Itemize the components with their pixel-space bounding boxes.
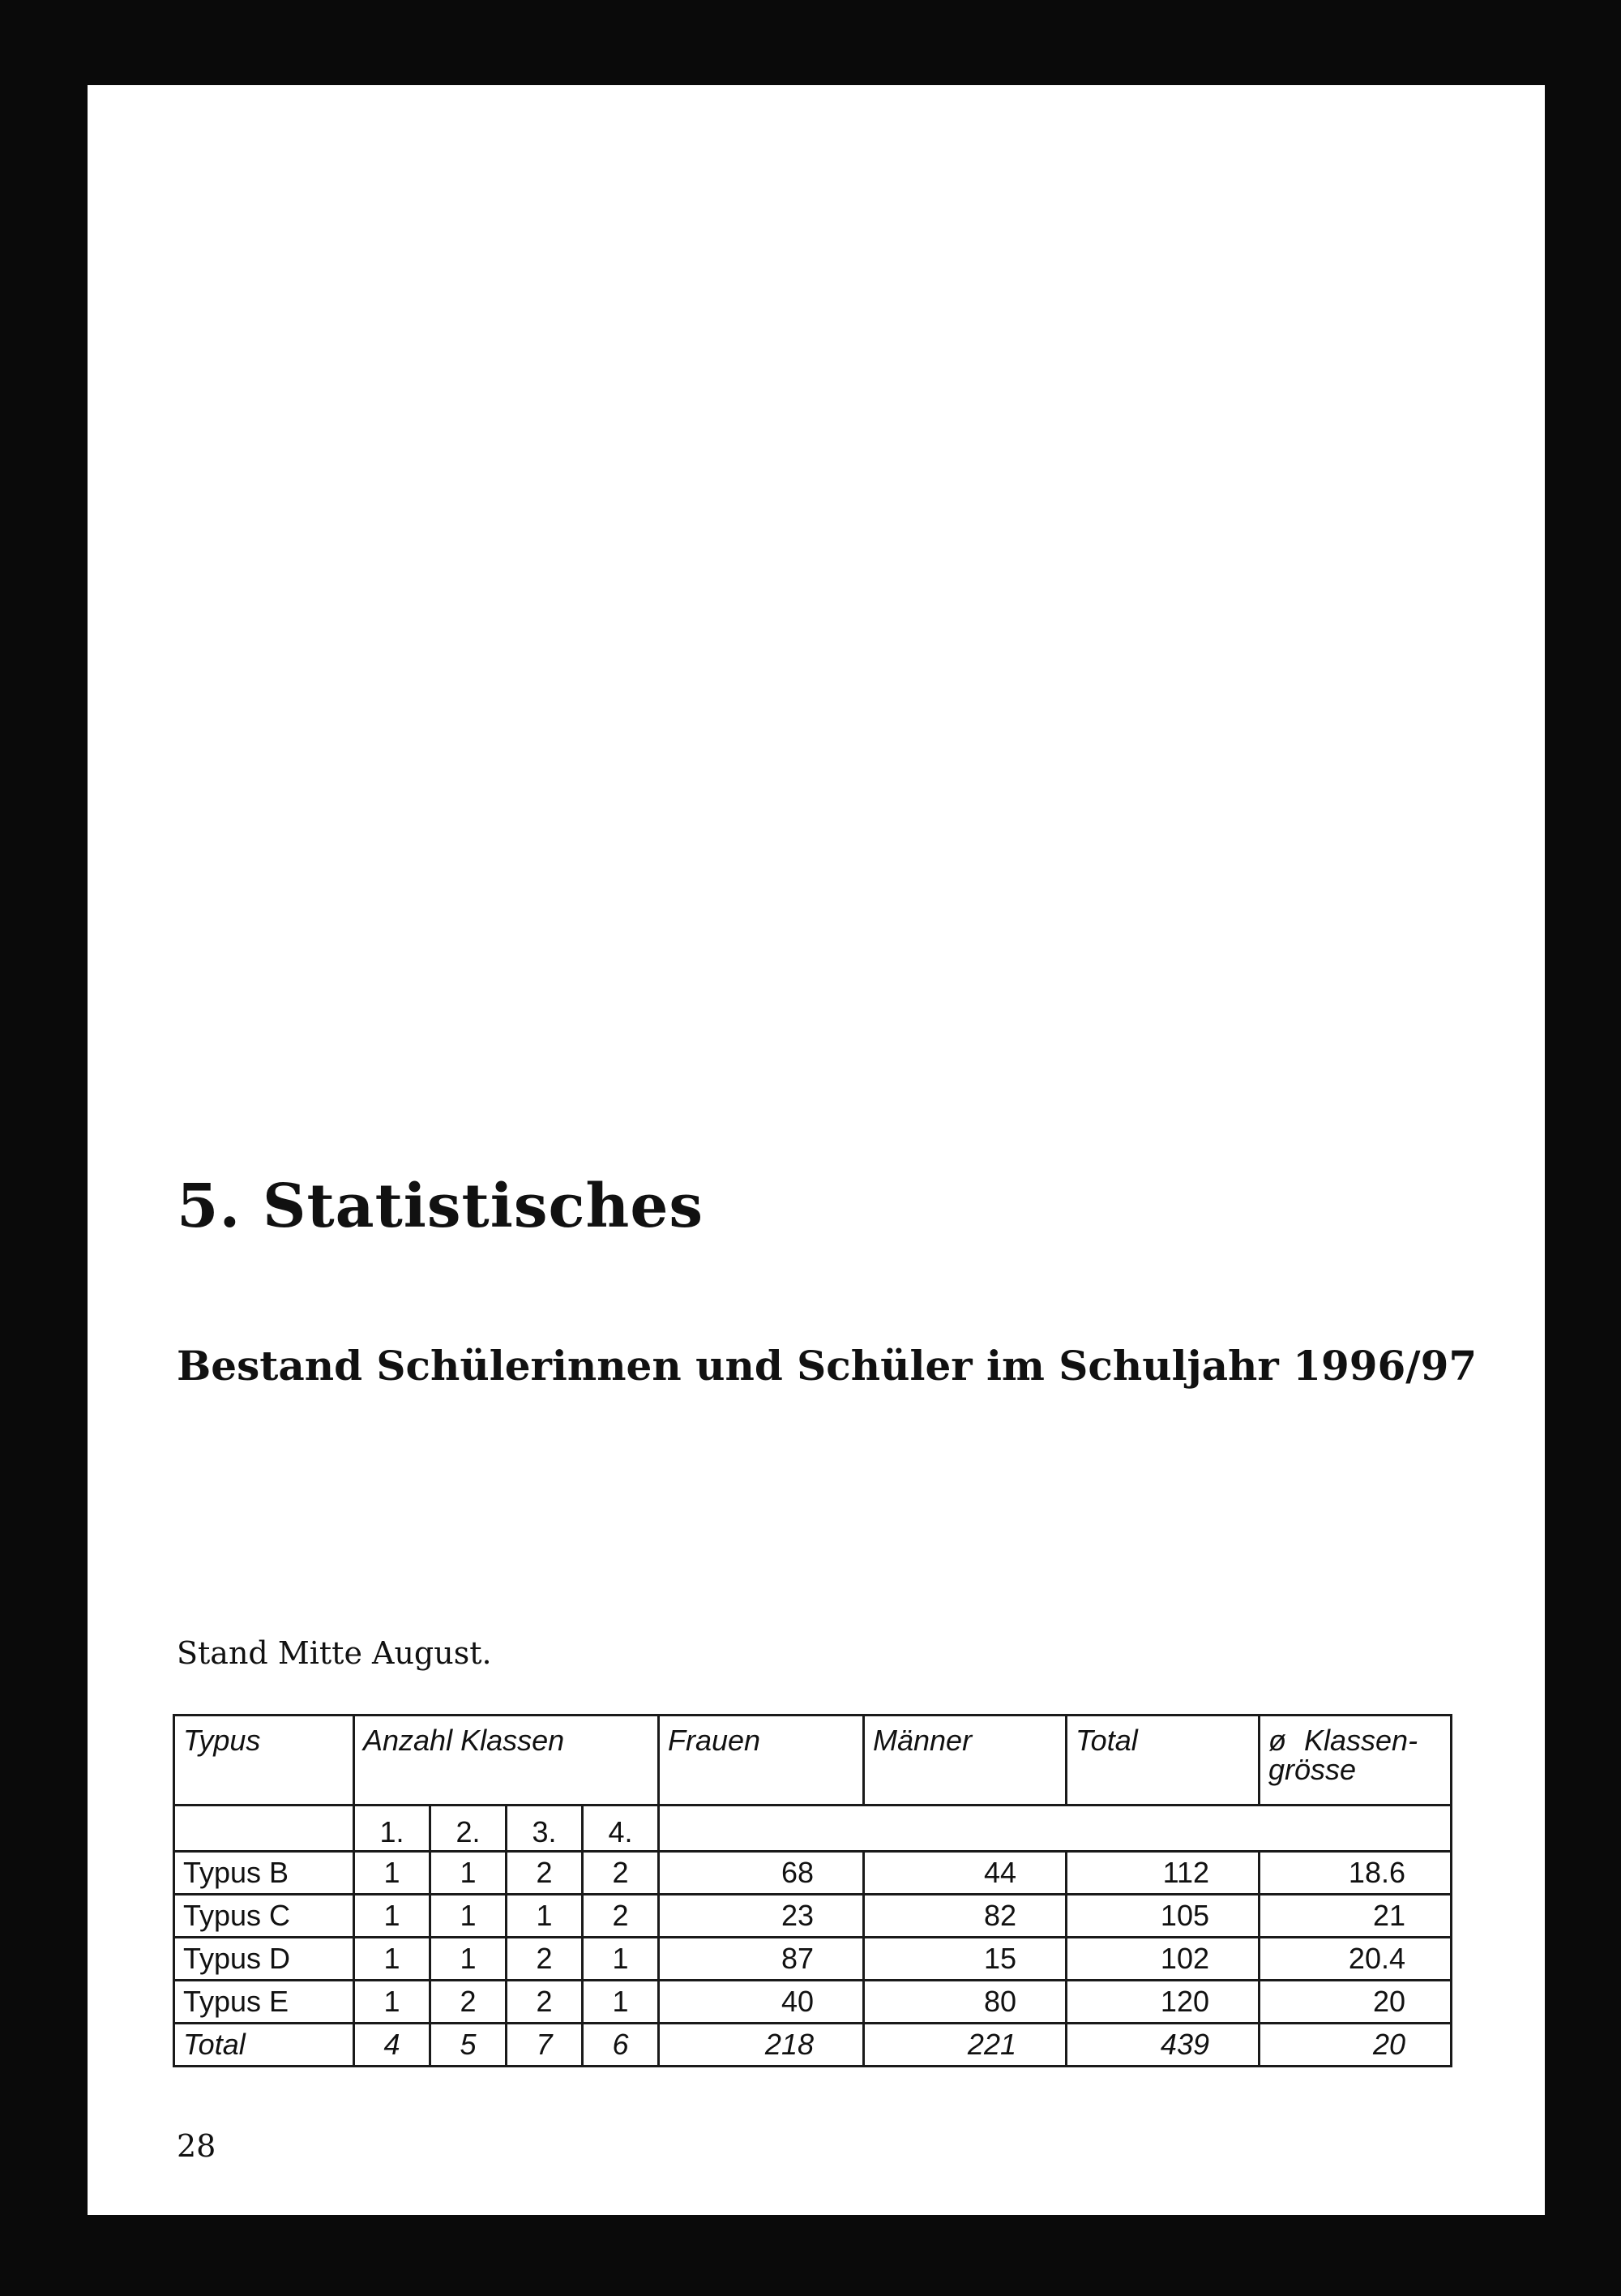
total-value: 102: [1067, 1938, 1260, 1981]
maenner-value: 221: [864, 2024, 1067, 2067]
class-count: 1: [507, 1895, 583, 1938]
row-label: Typus B: [174, 1852, 354, 1895]
frauen-value: 40: [659, 1981, 864, 2024]
level-1: 1.: [354, 1806, 430, 1852]
klassengroesse-value: 18.6: [1260, 1852, 1452, 1895]
header-klassengroesse: ø Klassen-grösse: [1260, 1716, 1452, 1806]
klassengroesse-value: 21: [1260, 1895, 1452, 1938]
table-row: [174, 1981, 1452, 2024]
level-2: 2.: [430, 1806, 507, 1852]
row-label: Typus C: [174, 1895, 354, 1938]
klassengroesse-value: 20: [1260, 2024, 1452, 2067]
class-count: 1: [430, 1852, 507, 1895]
total-value: 439: [1067, 2024, 1260, 2067]
total-value: 105: [1067, 1895, 1260, 1938]
class-count: 1: [354, 1981, 430, 2024]
level-3: 3.: [507, 1806, 583, 1852]
table-row: [174, 1938, 1452, 1981]
row-label: Typus E: [174, 1981, 354, 2024]
maenner-value: 80: [864, 1981, 1067, 2024]
frauen-value: 218: [659, 2024, 864, 2067]
level-4: 4.: [583, 1806, 659, 1852]
class-count: 1: [430, 1895, 507, 1938]
header-typus: Typus: [174, 1716, 354, 1806]
row-label: Typus D: [174, 1938, 354, 1981]
frauen-value: 87: [659, 1938, 864, 1981]
header-row: [174, 1716, 1452, 1806]
total-value: 120: [1067, 1981, 1260, 2024]
frauen-value: 23: [659, 1895, 864, 1938]
section-heading: 5. Statistisches: [177, 1172, 704, 1241]
class-count: 2: [583, 1895, 659, 1938]
klassengroesse-value: 20.4: [1260, 1938, 1452, 1981]
class-count: 7: [507, 2024, 583, 2067]
header-frauen: Frauen: [659, 1716, 864, 1806]
class-count: 1: [354, 1938, 430, 1981]
class-count: 2: [583, 1852, 659, 1895]
maenner-value: 82: [864, 1895, 1067, 1938]
table-row: [174, 2024, 1452, 2067]
class-count: 6: [583, 2024, 659, 2067]
empty-cell: [659, 1806, 1452, 1852]
class-count: 4: [354, 2024, 430, 2067]
header-total: Total: [1067, 1716, 1260, 1806]
table-row: [174, 1895, 1452, 1938]
maenner-value: 15: [864, 1938, 1067, 1981]
page-number: 28: [177, 2128, 216, 2164]
class-count: 2: [507, 1852, 583, 1895]
date-note: Stand Mitte August.: [177, 1635, 492, 1671]
table-row: [174, 1852, 1452, 1895]
class-count: 5: [430, 2024, 507, 2067]
header-anzahl-klassen: Anzahl Klassen: [354, 1716, 659, 1806]
class-count: 2: [507, 1981, 583, 2024]
student-statistics-table: [173, 1714, 1452, 2067]
class-count: 1: [354, 1852, 430, 1895]
total-value: 112: [1067, 1852, 1260, 1895]
class-count: 1: [430, 1938, 507, 1981]
class-count: 2: [430, 1981, 507, 2024]
document-page: [88, 85, 1545, 2215]
row-label: Total: [174, 2024, 354, 2067]
class-count: 1: [583, 1938, 659, 1981]
subheading: Bestand Schülerinnen und Schüler im Schuljahr 1996/97: [177, 1342, 1478, 1390]
class-count: 2: [507, 1938, 583, 1981]
class-count: 1: [583, 1981, 659, 2024]
maenner-value: 44: [864, 1852, 1067, 1895]
klassengroesse-value: 20: [1260, 1981, 1452, 2024]
empty-cell: [174, 1806, 354, 1852]
class-level-row: [174, 1806, 1452, 1852]
header-maenner: Männer: [864, 1716, 1067, 1806]
frauen-value: 68: [659, 1852, 864, 1895]
class-count: 1: [354, 1895, 430, 1938]
